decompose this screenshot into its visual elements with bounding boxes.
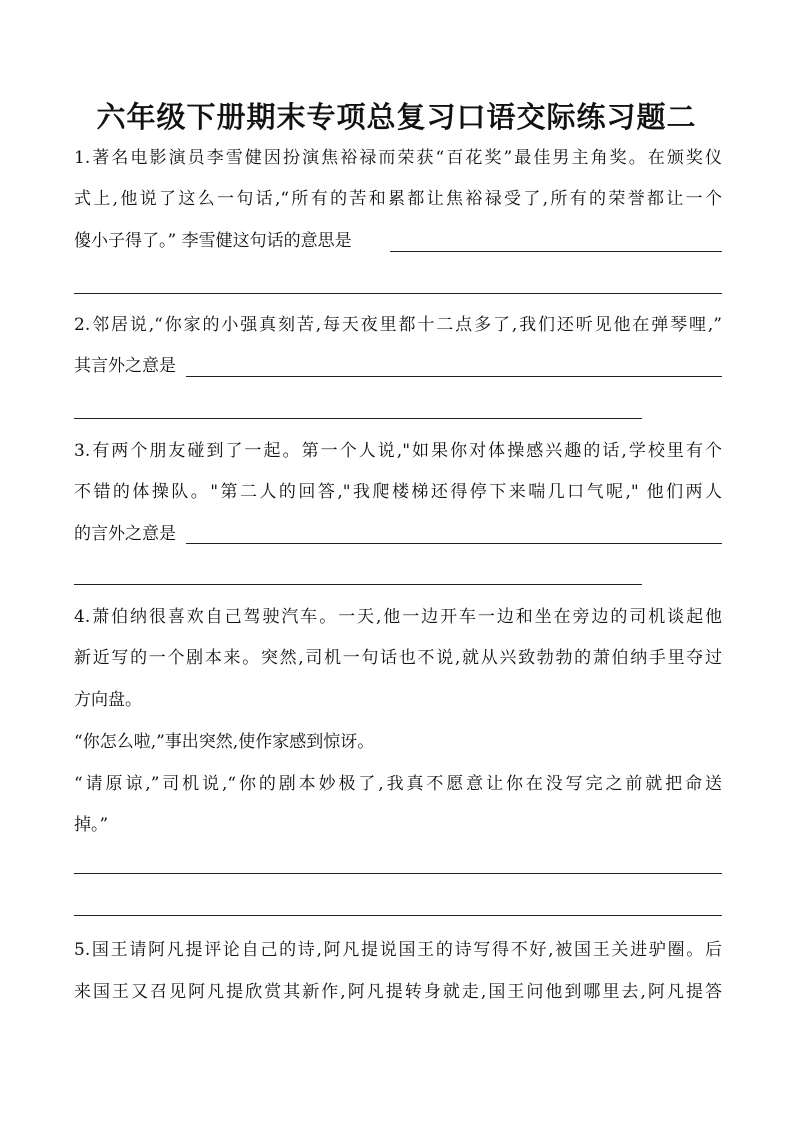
q4-line-3: 方向盘。 xyxy=(74,690,142,710)
q3-answer-line-2[interactable] xyxy=(74,584,642,585)
q2-line-1: 2.邻居说,“你家的小强真刻苦,每天夜里都十二点多了,我们还听见他在弹琴哩,” xyxy=(74,315,722,335)
q2-line-2: 其言外之意是 xyxy=(74,356,176,376)
q5-line-1: 5.国王请阿凡提评论自己的诗,阿凡提说国王的诗写得不好,被国王关进驴圈。后 xyxy=(74,940,722,960)
q4-answer-line-2[interactable] xyxy=(74,915,722,916)
q4-line-5: “请原谅,”司机说,“你的剧本妙极了,我真不愿意让你在没写完之前就把命送 xyxy=(74,774,722,794)
q4-line-1: 4.萧伯纳很喜欢自己驾驶汽车。一天,他一边开车一边和坐在旁边的司机谈起他 xyxy=(74,607,722,627)
q1-answer-line-1[interactable] xyxy=(390,251,722,252)
q3-answer-line-1[interactable] xyxy=(186,543,722,544)
q1-answer-line-2[interactable] xyxy=(74,293,722,294)
page-title: 六年级下册期末专项总复习口语交际练习题二 xyxy=(96,100,697,134)
q5-line-2: 来国王又召见阿凡提欣赏其新作,阿凡提转身就走,国王问他到哪里去,阿凡提答 xyxy=(74,982,722,1002)
q2-answer-line-2[interactable] xyxy=(74,418,642,419)
q1-line-2: 式上,他说了这么一句话,“所有的苦和累都让焦裕禄受了,所有的荣誉都让一个 xyxy=(74,189,722,209)
q4-line-4: “你怎么啦,”事出突然,使作家感到惊讶。 xyxy=(74,732,375,752)
q2-answer-line-1[interactable] xyxy=(186,376,722,377)
q3-line-1: 3.有两个朋友碰到了一起。第一个人说,"如果你对体操感兴趣的话,学校里有个 xyxy=(74,441,722,461)
q1-line-3: 傻小子得了。” 李雪健这句话的意思是 xyxy=(74,231,352,251)
q4-line-6: 掉。” xyxy=(74,815,109,835)
q3-line-3: 的言外之意是 xyxy=(74,524,176,544)
q4-answer-line-1[interactable] xyxy=(74,873,722,874)
q1-line-1: 1.著名电影演员李雪健因扮演焦裕禄而荣获“百花奖”最佳男主角奖。在颁奖仪 xyxy=(74,148,722,168)
q3-line-2: 不错的体操队。"第二人的回答,"我爬楼梯还得停下来喘几口气呢," 他们两人 xyxy=(74,482,722,502)
q4-line-2: 新近写的一个剧本来。突然,司机一句话也不说,就从兴致勃勃的萧伯纳手里夺过 xyxy=(74,648,722,668)
